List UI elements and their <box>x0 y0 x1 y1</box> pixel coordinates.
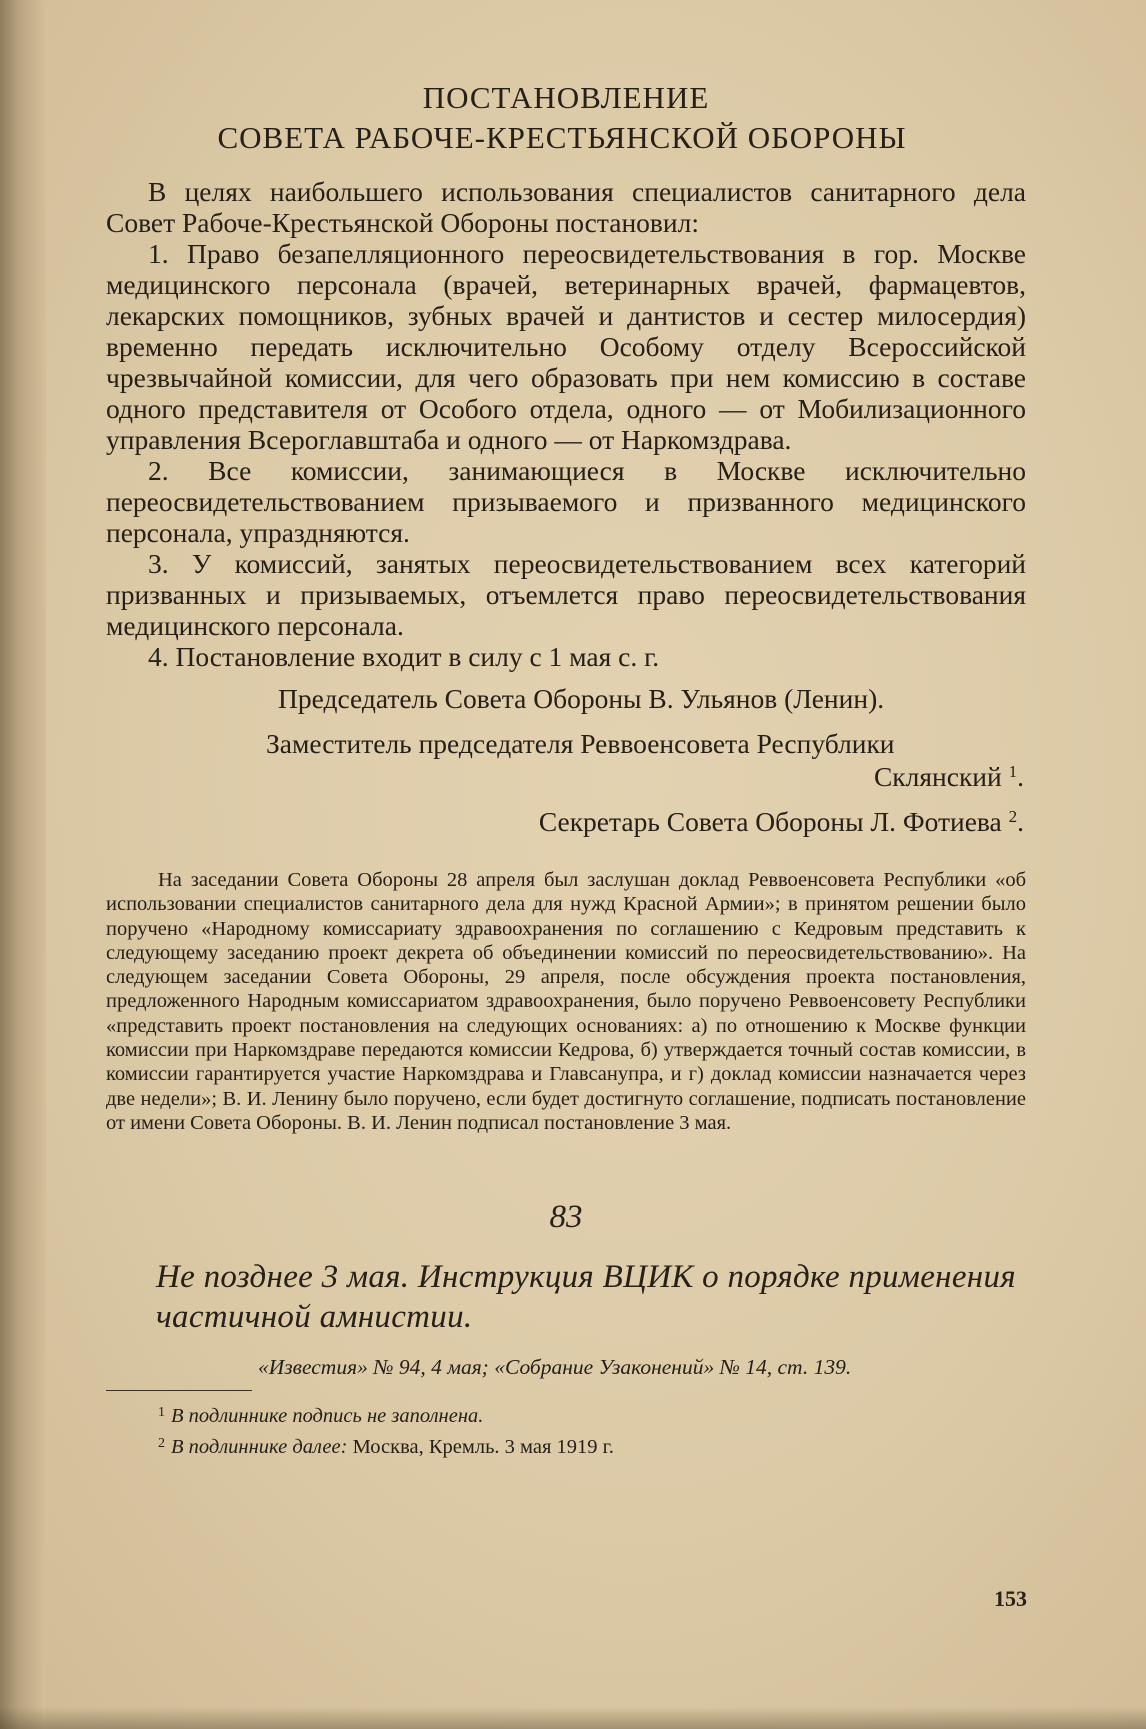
document-heading: Не позднее 3 мая. Инструкция ВЦИК о порядке применения частичной амнистии. <box>156 1259 1016 1336</box>
decree-title <box>106 78 1026 158</box>
footnote-2-italic: В подлиннике далее: <box>171 1436 348 1459</box>
document-source: «Известия» № 94, 4 мая; «Собрание Узаконений» № 14, ст. 139. <box>258 1355 852 1380</box>
signature-deputy: Склянский $^1$. <box>873 761 1024 792</box>
signature-secretary: Секретарь Совета Обороны Л. Фотиева $^2$. <box>538 806 1024 837</box>
decree-title-line-1: ПОСТАНОВЛЕНИЕ <box>422 80 710 115</box>
footnote-2-mark: 2 <box>158 1436 165 1452</box>
footnote-1 <box>158 1399 1026 1430</box>
editorial-note: На заседании Совета Обороны 28 апреля был заслушан доклад Реввоенсовета Республики «об использовании специалистов санитарного дела для нужд Красной Армии»; в принятом решении было поручено «Народному комиссариату здравоохранения по соглашению с Кедровым представить к следующему заседанию проект декрета об объединении комиссий по переосвидетельствованию». На следующем заседании Совета Обороны, 29 апреля, после обсуждения проекта постановления, предложенного Народным комиссариатом здравоохранения, было поручено Реввоенсовету Республики «представить проект постановления на следующих основаниях: а) по отношению к Москве функции комиссии при Наркомздраве передаются комиссии Кедрова, б) утверждается точный состав комиссии, в комиссии гарантируется участие Наркомздрава и Главсанупра, и г) доклад комиссии назначается через две недели»; В. И. Ленину было поручено, если будет достигнуто соглашение, подписать постановление от имени Совета Обороны. В. И. Ленин подписал постановление 3 мая. <box>106 869 1026 1134</box>
page-number: 153 <box>994 1586 1027 1611</box>
decree-point-1: 1. Право безапелляционного переосвидетельствования в гор. Москве медицинского персонала (врачей, ветеринарных врачей, фармацевтов, лекарских помощников, зубных врачей и дантистов и сестер милосердия) временно передать исключительно Особому отделу Всероссийской чрезвычайной комиссии, для чего образовать при нем комиссию в составе одного представителя от Особого отдела, одного — от Мобилизационного управления Всероглавштаба и одного — от Наркомздрава. <box>106 238 1026 455</box>
footnotes <box>106 1399 1026 1461</box>
book-spine-shadow <box>0 0 46 1729</box>
decree-point-2: 2. Все комиссии, занимающиеся в Москве исключительно переосвидетельствованием призываемого и призванного медицинского персонала, упраздняются. <box>106 455 1026 548</box>
footnote-divider <box>106 1390 252 1391</box>
document-number: 83 <box>549 1199 583 1236</box>
footnote-ref-1: 1 <box>1008 762 1018 781</box>
signature-chair: Председатель Совета Обороны В. Ульянов (Ленин). <box>278 683 885 714</box>
signatures <box>106 682 1026 838</box>
footnote-ref-2: 2 <box>1008 807 1018 826</box>
decree-point-3: 3. У комиссий, занятых переосвидетельствованием всех категорий призванных и призываемых, отъемлется право переосвидетельствования медицинского персонала. <box>106 548 1026 641</box>
decree-title-line-2: СОВЕТА РАБОЧЕ-КРЕСТЬЯНСКОЙ ОБОРОНЫ <box>217 120 907 155</box>
footnote-1-mark: 1 <box>158 1405 165 1421</box>
decree-body <box>106 176 1026 672</box>
page-bottom-shadow <box>0 1707 1146 1729</box>
signature-deputy-name: Склянский <box>873 761 1002 792</box>
page-content <box>106 78 1026 1461</box>
signature-deputy-title: Заместитель председателя Реввоенсовета Республики <box>266 728 895 759</box>
signature-secretary-name: Секретарь Совета Обороны Л. Фотиева <box>538 806 1002 837</box>
footnote-2 <box>158 1430 1026 1461</box>
footnote-2-text: Москва, Кремль. 3 мая 1919 г. <box>347 1436 614 1459</box>
footnote-1-text: В подлиннике подпись не заполнена. <box>171 1405 484 1428</box>
decree-preamble: В целях наибольшего использования специалистов санитарного дела Совет Рабоче-Крестьянской Обороны постановил: <box>106 176 1026 238</box>
decree-point-4: 4. Постановление входит в силу с 1 мая с. г. <box>148 641 660 672</box>
